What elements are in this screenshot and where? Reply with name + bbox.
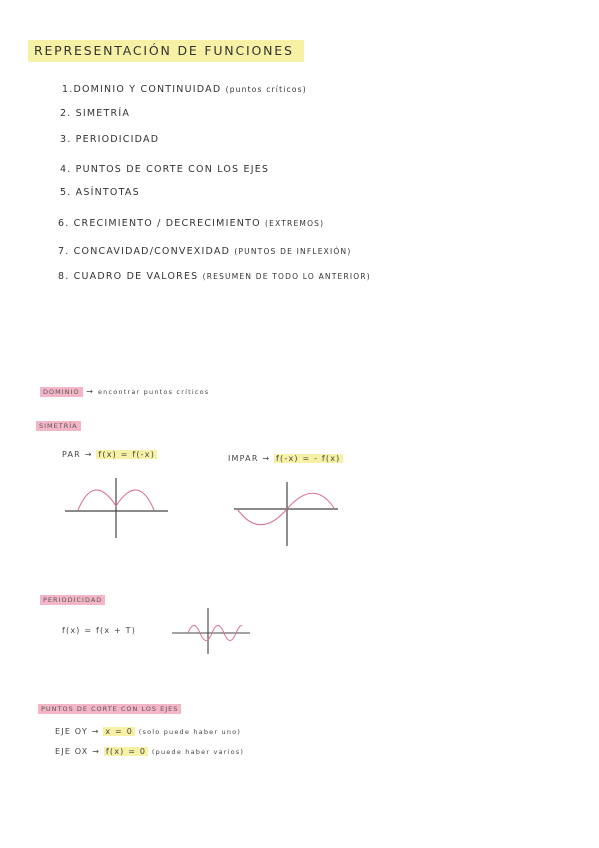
list-item: 6. CRECIMIENTO / DECRECIMIENTO (EXTREMOS) bbox=[58, 218, 325, 229]
list-item: 7. CONCAVIDAD/CONVEXIDAD (PUNTOS DE INFLEXIÓN) bbox=[58, 246, 352, 257]
list-item: 5. ASÍNTOTAS bbox=[60, 187, 140, 198]
eje-oy-formula: x = 0 bbox=[105, 727, 133, 736]
simetria-heading: SIMETRÍA bbox=[36, 421, 81, 431]
eje-ox-note: (puede haber varios) bbox=[151, 748, 245, 756]
even-function-graph bbox=[60, 470, 170, 540]
list-item: 3. PERIODICIDAD bbox=[60, 134, 160, 145]
list-item: 4. PUNTOS DE CORTE CON LOS EJES bbox=[60, 164, 270, 175]
periodicidad-formula: f(x) = f(x + T) bbox=[62, 626, 137, 635]
par-formula: f(x) = f(-x) bbox=[98, 450, 156, 459]
eje-ox-formula: f(x) = 0 bbox=[105, 747, 147, 756]
arrow-icon: → bbox=[86, 387, 95, 396]
page-title: REPRESENTACIÓN DE FUNCIONES bbox=[28, 40, 304, 62]
arrow-icon: → bbox=[91, 727, 100, 736]
list-item: 8. CUADRO DE VALORES (RESUMEN DE TODO LO ANTERIOR) bbox=[58, 271, 371, 282]
dominio-heading: DOMINIO bbox=[40, 387, 83, 397]
arrow-icon: → bbox=[84, 450, 93, 459]
dominio-text: encontrar puntos críticos bbox=[97, 388, 210, 396]
puntos-corte-heading: PUNTOS DE CORTE CON LOS EJES bbox=[38, 704, 181, 714]
impar-formula: f(-x) = - f(x) bbox=[276, 454, 341, 463]
periodicidad-heading: PERIODICIDAD bbox=[40, 595, 105, 605]
impar-label: IMPAR bbox=[228, 454, 259, 463]
list-item: 1.DOMINIO Y CONTINUIDAD (puntos críticos) bbox=[62, 84, 307, 95]
eje-ox-label: EJE OX bbox=[55, 747, 89, 756]
arrow-icon: → bbox=[92, 747, 101, 756]
par-label: PAR bbox=[62, 450, 81, 459]
dominio-line bbox=[40, 387, 209, 397]
eje-oy-note: (solo puede haber uno) bbox=[138, 728, 242, 736]
eje-oy-line bbox=[55, 727, 241, 736]
periodic-function-graph bbox=[170, 606, 252, 656]
eje-ox-line bbox=[55, 747, 244, 756]
par-line bbox=[62, 450, 157, 459]
odd-function-graph bbox=[232, 478, 342, 550]
arrow-icon: → bbox=[262, 454, 271, 463]
eje-oy-label: EJE OY bbox=[55, 727, 88, 736]
list-item: 2. SIMETRÍA bbox=[60, 108, 131, 119]
impar-line bbox=[228, 454, 343, 463]
